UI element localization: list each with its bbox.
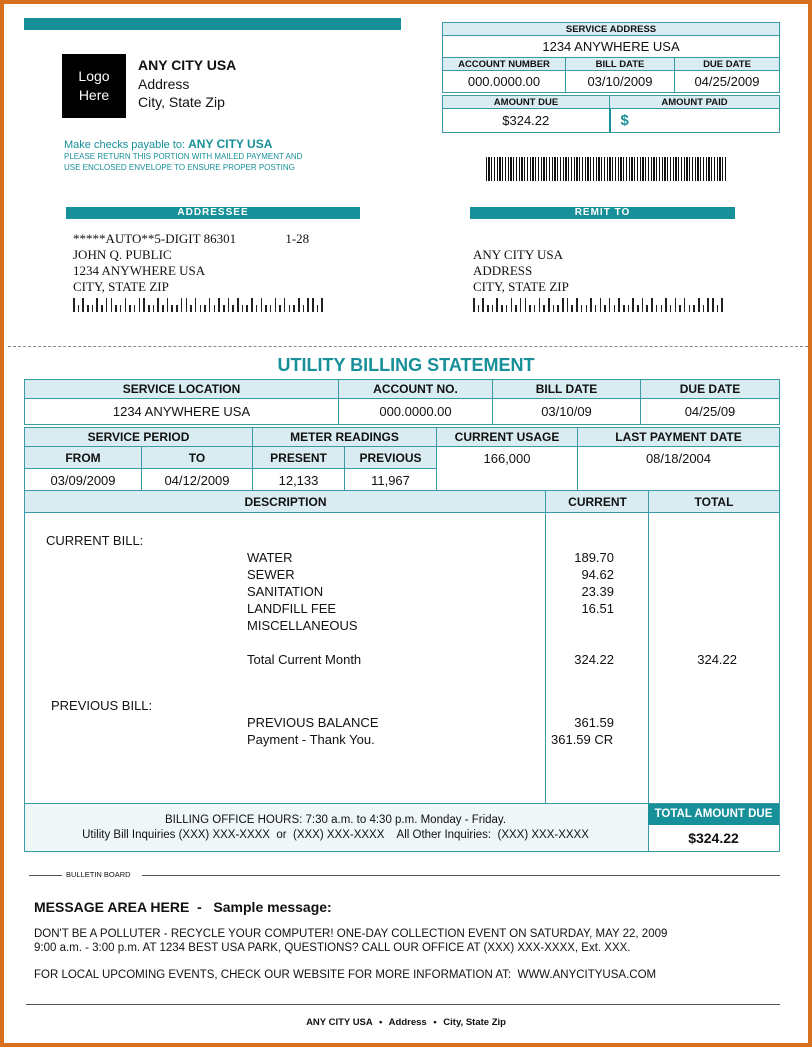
addressee-label: ADDRESSEE	[177, 207, 249, 218]
stub-account-number: 000.0000.00	[443, 71, 566, 93]
addressee-line-1	[73, 231, 309, 247]
previous-bill-label: PREVIOUS BILL:	[51, 698, 153, 713]
account-no-label: ACCOUNT NO.	[339, 380, 493, 399]
last-payment-date: 08/18/2004	[578, 447, 780, 493]
total-amount-due-label: TOTAL AMOUNT DUE	[654, 808, 773, 820]
footer	[4, 1017, 808, 1028]
total-label: TOTAL	[694, 495, 734, 509]
usage-table	[24, 427, 780, 493]
bulletin-msg1-line2: 9:00 a.m. - 3:00 p.m. AT 1234 BEST USA PARK, QUESTIONS? CALL OUR OFFICE AT (XXX) XXX-XXXX, Ext. XXX.	[34, 942, 631, 954]
amount-paid-field[interactable]	[610, 109, 780, 133]
stub-barcode	[486, 157, 726, 181]
office-hours: BILLING OFFICE HOURS: 7:30 a.m. to 4:30 p.m. Monday - Friday.	[164, 814, 507, 826]
period-from: 03/09/2009	[25, 469, 142, 493]
bulletin-label: BULLETIN BOARD	[66, 870, 131, 879]
payment-label: Payment - Thank You.	[247, 732, 375, 747]
previous-balance: 361.59	[574, 715, 614, 730]
last-payment-label: LAST PAYMENT DATE	[578, 428, 780, 447]
footer-city: City, State Zip	[443, 1017, 506, 1028]
addressee-name: JOHN Q. PUBLIC	[73, 247, 172, 262]
item-landfill-current: 16.51	[581, 601, 614, 616]
bulletin-rule-right	[142, 875, 780, 876]
statement-info-table	[24, 379, 780, 425]
stub-bill-date: 03/10/2009	[566, 71, 675, 93]
item-sanitation-desc: SANITATION	[247, 584, 324, 599]
amount-paid-symbol: $	[620, 111, 629, 129]
footer-rule	[26, 1004, 780, 1005]
remit-header	[470, 207, 735, 219]
payment-amount: 361.59 CR	[551, 732, 614, 747]
due-date: 04/25/09	[641, 399, 780, 425]
footer-separator-1: •	[379, 1017, 383, 1028]
logo-line-2: Here	[78, 87, 110, 103]
footer-separator-2: •	[433, 1017, 437, 1028]
payable-payee: ANY CITY USA	[188, 137, 273, 151]
service-address: 1234 ANYWHERE USA	[443, 36, 780, 58]
bulletin-msg1-line1: DON'T BE A POLLUTER - RECYCLE YOUR COMPUTER! ONE-DAY COLLECTION EVENT ON SATURDAY, MAY 22, 2009	[34, 928, 668, 940]
total-current-month-current: 324.22	[574, 652, 614, 667]
period-to: 04/12/2009	[142, 469, 253, 493]
meter-present: 12,133	[253, 469, 345, 493]
remit-postal-barcode	[473, 298, 726, 312]
description-label: DESCRIPTION	[244, 495, 327, 509]
item-sewer-desc: SEWER	[247, 567, 295, 582]
remit-label: REMIT TO	[574, 207, 631, 218]
payable-note-2: USE ENCLOSED ENVELOPE TO ENSURE PROPER POSTING	[64, 163, 295, 172]
stub-table	[442, 22, 780, 93]
logo-line-1: Logo	[78, 68, 110, 84]
amount-paid-label: AMOUNT PAID	[610, 96, 780, 109]
stub-amount-table	[442, 95, 780, 133]
service-address-label: SERVICE ADDRESS	[443, 23, 780, 36]
total-amount-due-header	[648, 804, 779, 825]
stub-due-date-label: DUE DATE	[675, 58, 780, 71]
amount-due-label: AMOUNT DUE	[443, 96, 610, 109]
total-current-month-total: 324.22	[697, 652, 737, 667]
account-number-label: ACCOUNT NUMBER	[443, 58, 566, 71]
col-divider-1	[545, 491, 546, 803]
current-usage: 166,000	[437, 447, 578, 493]
col-divider-2	[648, 491, 649, 851]
service-period-label: SERVICE PERIOD	[25, 428, 253, 447]
footer-name: ANY CITY USA	[306, 1017, 373, 1028]
stub-bill-date-label: BILL DATE	[566, 58, 675, 71]
remit-name: ANY CITY USA	[473, 247, 564, 262]
bulletin-heading: MESSAGE AREA HERE - Sample message:	[34, 899, 332, 915]
office-hours-box	[25, 804, 648, 851]
to-label: TO	[142, 447, 253, 469]
total-amount-due: $324.22	[688, 830, 739, 846]
payable-prefix: Make checks payable to:	[64, 139, 186, 151]
account-no: 000.0000.00	[339, 399, 493, 425]
previous-label: PREVIOUS	[345, 447, 437, 469]
stub-due-date: 04/25/2009	[675, 71, 780, 93]
perforation-line	[8, 346, 808, 347]
current-bill-label: CURRENT BILL:	[46, 533, 144, 548]
item-water-desc: WATER	[247, 550, 293, 565]
addressee-presort: *****AUTO**5-DIGIT 86301	[73, 231, 237, 246]
bulletin-msg2: FOR LOCAL UPCOMING EVENTS, CHECK OUR WEBSITE FOR MORE INFORMATION AT: WWW.ANYCITYUSA.COM	[34, 969, 657, 981]
item-water-current: 189.70	[574, 550, 614, 565]
top-bar	[24, 18, 401, 30]
item-sewer-current: 94.62	[581, 567, 614, 582]
payable-note-1: PLEASE RETURN THIS PORTION WITH MAILED PAYMENT AND	[64, 152, 303, 161]
from-label: FROM	[25, 447, 142, 469]
current-label: CURRENT	[568, 495, 627, 509]
total-current-month-label: Total Current Month	[247, 652, 362, 667]
remit-city: CITY, STATE ZIP	[473, 279, 569, 294]
meter-readings-label: METER READINGS	[253, 428, 437, 447]
logo	[62, 54, 126, 118]
sender-address: Address	[138, 76, 190, 92]
current-usage-label: CURRENT USAGE	[437, 428, 578, 447]
addressee-presort-code: 1-28	[285, 231, 310, 246]
addressee-street: 1234 ANYWHERE USA	[73, 263, 206, 278]
bulletin-rule-left	[29, 875, 62, 876]
item-sanitation-current: 23.39	[581, 584, 614, 599]
item-misc-desc: MISCELLANEOUS	[247, 618, 358, 633]
payable-line	[64, 137, 272, 151]
bill-date-label: BILL DATE	[493, 380, 641, 399]
sender-city: City, State Zip	[138, 94, 225, 110]
item-landfill-desc: LANDFILL FEE	[247, 601, 337, 616]
stub-amount-due: $324.22	[443, 109, 610, 133]
statement-title: UTILITY BILLING STATEMENT	[277, 355, 535, 375]
service-location: 1234 ANYWHERE USA	[25, 399, 339, 425]
service-location-label: SERVICE LOCATION	[25, 380, 339, 399]
sender-name: ANY CITY USA	[138, 57, 237, 73]
meter-previous: 11,967	[345, 469, 437, 493]
due-date-label: DUE DATE	[641, 380, 780, 399]
addressee-header	[66, 207, 360, 219]
addressee-city: CITY, STATE ZIP	[73, 279, 169, 294]
inquiries: Utility Bill Inquiries (XXX) XXX-XXXX or (XXX) XXX-XXXX All Other Inquiries: (XXX) XXX-XXXX	[82, 829, 589, 841]
addressee-postal-barcode	[73, 298, 326, 312]
present-label: PRESENT	[253, 447, 345, 469]
bill-date: 03/10/09	[493, 399, 641, 425]
remit-address: ADDRESS	[473, 263, 533, 278]
footer-address: Address	[388, 1017, 427, 1028]
previous-balance-label: PREVIOUS BALANCE	[247, 715, 379, 730]
